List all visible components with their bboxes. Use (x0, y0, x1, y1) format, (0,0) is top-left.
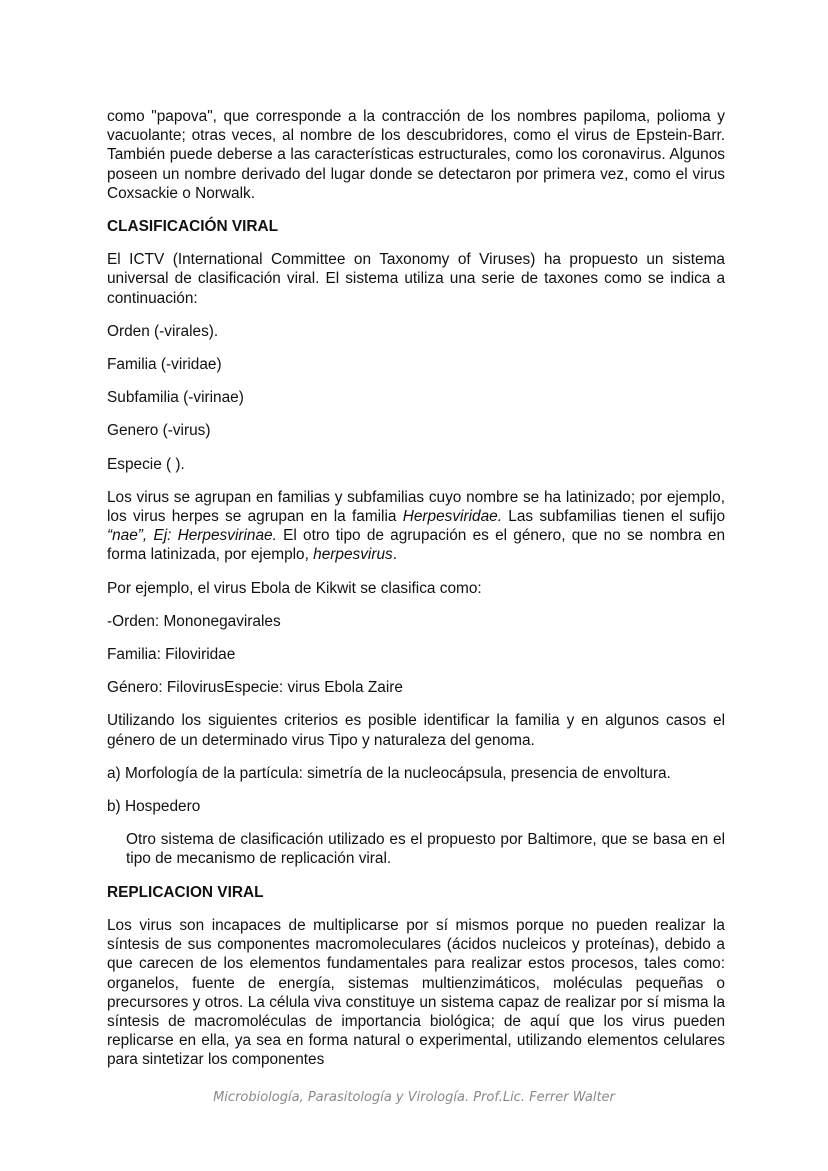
grouping-text-3: El otro tipo de agrupación es el género, que no se nombra en forma latinizada, por ejemplo, (107, 527, 726, 564)
baltimore-paragraph: Otro sistema de clasificación utilizado es el propuesto por Baltimore, que se basa en el tipo de mecanismo de replicación viral. (126, 831, 725, 868)
ebola-orden: -Orden: Mononegavirales (107, 612, 281, 630)
criteria-item-a: a) Morfología de la partícula: simetría de la nucleocápsula, presencia de envoltura. (107, 764, 671, 782)
section-heading-clasificacion: CLASIFICACIÓN VIRAL (107, 218, 279, 236)
criteria-item-b: b) Hospedero (107, 798, 201, 816)
grouping-italic-herpesvirinae: “nae”, Ej: Herpesvirinae. (107, 527, 277, 545)
taxon-genero: Genero (-virus) (107, 422, 211, 440)
taxon-subfamilia: Subfamilia (-virinae) (107, 389, 244, 407)
ebola-genero: Género: FilovirusEspecie: virus Ebola Zaire (107, 679, 403, 697)
grouping-text-2: Las subfamilias tienen el sufijo (501, 508, 725, 526)
taxon-orden: Orden (-virales). (107, 322, 219, 340)
section-heading-replicacion: REPLICACION VIRAL (107, 883, 264, 901)
page-footer: Microbiología, Parasitología y Virología. Prof.Lic. Ferrer Walter (213, 1090, 615, 1105)
intro-paragraph: como "papova", que corresponde a la contracción de los nombres papiloma, polioma y vacuolante; otras veces, al nombre de los descubridores, como el virus de Epstein-Barr. También puede deberse a las características estructurales, como los coronavirus. Algunos poseen un nombre derivado del lugar donde se detectaron por primera vez, como el virus Coxsackie o Norwalk. (107, 108, 725, 202)
taxon-especie: Especie ( ). (107, 455, 185, 473)
ebola-familia: Familia: Filoviridae (107, 646, 236, 664)
document-page (107, 107, 725, 1084)
grouping-text-1: Los virus se agrupan en familias y subfamilias cuyo nombre se ha latinizado; por ejemplo, los virus herpes se agrupan en la familia (107, 488, 725, 526)
grouping-paragraph (107, 488, 725, 565)
criteria-paragraph: Utilizando los siguientes criterios es posible identificar la familia y en algunos casos el género de un determinado virus Tipo y naturaleza del genoma. (107, 712, 725, 749)
ictv-paragraph: El ICTV (International Committee on Taxonomy of Viruses) ha propuesto un sistema universal de clasificación viral. El sistema utiliza una serie de taxones como se indica a continuación: (107, 251, 725, 307)
grouping-italic-herpesviridae: Herpesviridae. (402, 508, 502, 526)
replication-paragraph: Los virus son incapaces de multiplicarse por sí mismos porque no pueden realizar la síntesis de sus componentes macromoleculares (ácidos nucleicos y proteínas), debido a que carecen de los elementos fundamentales para realizar estos procesos, tales como: organelos, fuente de energía, sistemas multienzimáticos, moléculas pequeñas o precursores y otros. La célula viva constituye un sistema capaz de realizar por sí misma la síntesis de macromoléculas de importancia biológica; de aquí que los virus pueden replicarse en ella, ya sea en forma natural o experimental, utilizando elementos celulares para sintetizar los componentes (107, 916, 725, 1069)
taxon-familia: Familia (-viridae) (107, 356, 222, 374)
grouping-italic-herpesvirus: herpesvirus (313, 546, 393, 564)
grouping-text-4: . (392, 546, 398, 564)
ebola-intro: Por ejemplo, el virus Ebola de Kikwit se clasifica como: (107, 579, 482, 597)
